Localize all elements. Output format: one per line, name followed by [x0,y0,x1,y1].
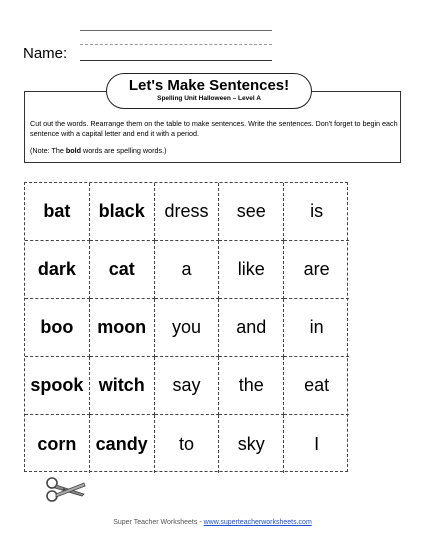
word-card: black [90,183,155,241]
name-label: Name: [23,45,68,62]
name-guide-line [80,44,272,45]
name-base-line [80,60,272,61]
word-card: like [219,241,284,299]
word-card: the [219,357,284,415]
note-bold: bold [65,146,81,155]
word-card: candy [90,415,155,473]
word-card: eat [284,357,349,415]
scissors-icon [44,474,88,504]
word-card: I [314,433,320,454]
footer-brand: Super Teacher Worksheets [113,519,198,526]
word-table [24,182,348,472]
word-card: say [155,357,220,415]
word-card: is [284,183,349,241]
word-card: spook [25,357,90,415]
word-card: cat [90,241,155,299]
word-card: dark [25,241,90,299]
word-card: bat [25,183,90,241]
word-card: dress [155,183,220,241]
footer [0,519,425,526]
word-card: a [155,241,220,299]
word-card: sky [219,415,284,473]
word-card: boo [25,299,90,357]
name-top-line [80,30,272,31]
page-title: Let's Make Sentences! [128,77,290,94]
word-card: witch [90,357,155,415]
instructions-note [30,146,167,155]
word-card: are [284,241,349,299]
footer-separator: - [197,519,204,526]
note-prefix: (Note: The [30,146,66,155]
word-card: in [284,299,349,357]
instructions-text: Cut out the words. Rearrange them on the table to make sentences. Write the sentences. Don't forget to begin each sentence with a capital letter and end it with a period. [30,119,398,138]
word-card: moon [90,299,155,357]
word-card: corn [25,415,90,473]
title-banner [106,73,312,109]
word-card: see [219,183,284,241]
page-subtitle: Spelling Unit Halloween – Level A [157,95,261,102]
word-card: to [155,415,220,473]
note-suffix: words are spelling words.) [81,146,167,155]
word-card: you [155,299,220,357]
footer-link[interactable]: www.superteacherworksheets.com [203,519,312,526]
word-card: and [219,299,284,357]
